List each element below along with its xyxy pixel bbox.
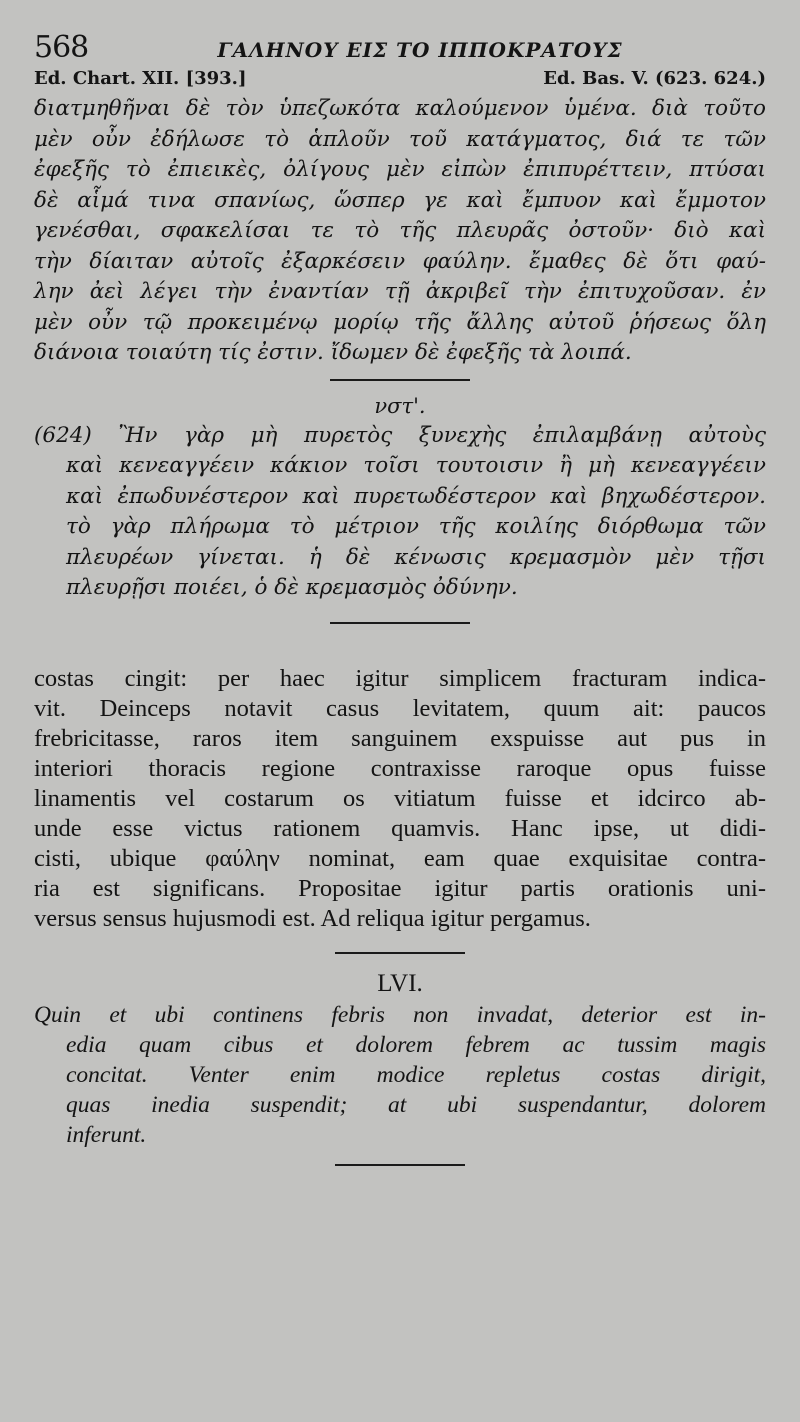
text-line: μὲν οὖν τῷ προκειμένῳ μορίῳ τῆς ἄλλης αὐτοῦ ῥήσεως ὅλη xyxy=(34,309,766,335)
text-line: καὶ κενεαγγέειν κάκιον τοῖσι τουτοισιν ἢ μὴ κενεαγγέειν xyxy=(66,453,766,478)
latin-commentary xyxy=(34,664,766,934)
page-number: 568 xyxy=(34,30,89,65)
greek-section-number: νστ'. xyxy=(374,393,426,418)
section-divider xyxy=(335,952,465,954)
edition-chartier: Ed. Chart. XII. [393.] xyxy=(34,68,247,89)
greek-aphorism xyxy=(34,421,766,604)
text-line: ἐφεξῆς τὸ ἐπιεικὲς, ὀλίγους μὲν εἰπὼν ἐπιπυρέττειν, πτύσαι xyxy=(34,157,766,182)
text-line: interiori thoracis regione contraxisse raroque opus fuisse xyxy=(34,754,766,782)
section-divider xyxy=(330,622,470,624)
text-line: πλευρέων γίνεται. ἡ δὲ κένωσις κρεμασμὸν μὲν τῇσι xyxy=(66,544,766,570)
section-divider xyxy=(335,1164,465,1166)
text-line: μὲν οὖν ἐδήλωσε τὸ ἁπλοῦν τοῦ κατάγματος, διά τε τῶν xyxy=(34,126,766,152)
text-line: λην ἀεὶ λέγει τὴν ἐναντίαν τῇ ἀκριβεῖ τὴν ἐπιτυχοῦσαν. ἐν xyxy=(34,279,766,304)
text-line: edia quam cibus et dolorem febrem ac tussim magis xyxy=(66,1031,766,1058)
text-line: γενέσθαι, σφακελίσαι τε τὸ τῆς πλευρᾶς ὀστοῦν· διὸ καὶ xyxy=(34,218,766,243)
text-line: vit. Deinceps notavit casus levitatem, quum ait: paucos xyxy=(34,694,766,722)
text-line: (624) Ἢν γὰρ μὴ πυρετὸς ξυνεχὴς ἐπιλαμβάνῃ αὐτοὺς xyxy=(34,422,766,448)
text-line: unde esse victus rationem quamvis. Hanc ipse, ut didi- xyxy=(34,814,766,842)
edition-reference xyxy=(34,68,766,94)
text-line: versus sensus hujusmodi est. Ad reliqua igitur pergamus. xyxy=(34,904,591,932)
text-line: inferunt. xyxy=(66,1121,147,1148)
text-line: διάνοια τοιαύτη τίς ἐστιν. ἴδωμεν δὲ ἐφεξῆς τὰ λοιπά. xyxy=(34,340,632,365)
text-line: δὲ αἷμά τινα σπανίως, ὥσπερ γε καὶ ἔμπυον καὶ ἔμμοτον xyxy=(34,187,766,213)
section-divider xyxy=(330,379,470,381)
text-line: πλευρῇσι ποιέει, ὁ δὲ κρεμασμὸς ὀδύνην. xyxy=(66,575,518,600)
text-line: linamentis vel costarum os vitiatum fuisse et idcirco ab- xyxy=(34,784,766,812)
text-line: τὸ γὰρ πλήρωμα τὸ μέτριον τῆς κοιλίης διόρθωμα τῶν xyxy=(66,514,766,539)
text-line: Quin et ubi continens febris non invadat, deterior est in- xyxy=(34,1001,766,1028)
page-header xyxy=(34,30,766,64)
text-line: quas inedia suspendit; at ubi suspendantur, dolorem xyxy=(66,1091,766,1118)
latin-aphorism xyxy=(34,1000,766,1150)
text-line: τὴν δίαιταν αὐτοῖς ἐξαρκέσειν φαύλην. ἔμαθες δὲ ὅτι φαύ- xyxy=(34,248,766,274)
text-line: ria est significans. Propositae igitur partis orationis uni- xyxy=(34,874,766,902)
text-line: διατμηθῆναι δὲ τὸν ὑπεζωκότα καλούμενον ὑμένα. διὰ τοῦτο xyxy=(34,96,766,121)
text-line: frebricitasse, raros item sanguinem exspuisse aut pus in xyxy=(34,724,766,752)
text-line: costas cingit: per haec igitur simplicem fracturam indica- xyxy=(34,664,766,692)
text-line: cisti, ubique φαύλην nominat, eam quae exquisitae contra- xyxy=(34,844,766,872)
latin-section-number: LVI. xyxy=(377,969,423,997)
edition-basel: Ed. Bas. V. (623. 624.) xyxy=(543,68,766,89)
greek-commentary xyxy=(34,94,766,369)
text-line: καὶ ἐπωδυνέστερον καὶ πυρετωδέστερον καὶ βηχωδέστερον. xyxy=(66,483,766,509)
running-title: ΓΑΛΗΝΟΥ ΕΙΣ ΤΟ ΙΠΠΟΚΡΑΤΟΥΣ xyxy=(217,38,623,62)
text-line: concitat. Venter enim modice repletus costas dirigit, xyxy=(66,1061,766,1088)
